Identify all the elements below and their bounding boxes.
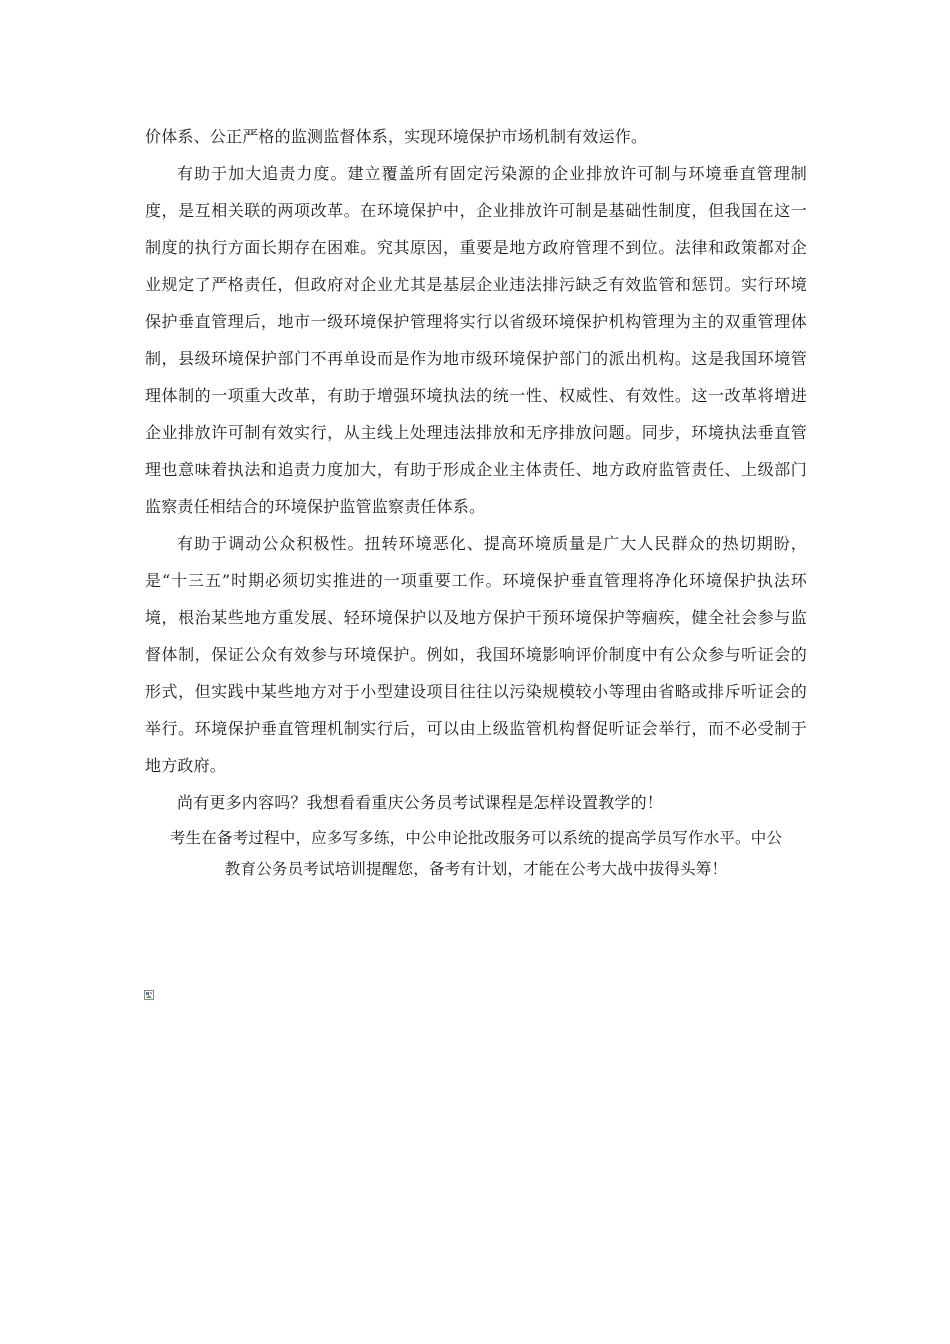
document-body (145, 118, 807, 883)
exam-tip-block (145, 825, 807, 883)
broken-image-icon (144, 990, 154, 1000)
paragraph-public-participation: 有助于调动公众积极性。扭转环境恶化、提高环境质量是广大人民群众的热切期盼，是“十三五”时期必须切实推进的一项重要工作。环境保护垂直管理将净化环境保护执法环境，根治某些地方重发展、轻环境保护以及地方保护干预环境保护等痼疾，健全社会参与监督体制，保证公众有效参与环境保护。例如，我国环境影响评价制度中有公众参与听证会的形式，但实践中某些地方对于小型建设项目往往以污染规模较小等理由省略或排斥听证会的举行。环境保护垂直管理机制实行后，可以由上级监管机构督促听证会举行，而不必受制于地方政府。 (145, 534, 807, 775)
paragraph-more-content-link[interactable]: 尚有更多内容吗？我想看看重庆公务员考试课程是怎样设置教学的！ (177, 793, 664, 812)
paragraph-continuation: 价体系、公正严格的监测监督体系，实现环境保护市场机制有效运作。 (145, 127, 648, 146)
paragraph-accountability: 有助于加大追责力度。建立覆盖所有固定污染源的企业排放许可制与环境垂直管理制度，是互相关联的两项改革。在环境保护中，企业排放许可制是基础性制度，但我国在这一制度的执行方面长期存在困难。究其原因，重要是地方政府管理不到位。法律和政策都对企业规定了严格责任，但政府对企业尤其是基层企业违法排污缺乏有效监管和惩罚。实行环境保护垂直管理后，地市一级环境保护管理将实行以省级环境保护机构管理为主的双重管理体制，县级环境保护部门不再单设而是作为地市级环境保护部门的派出机构。这是我国环境管理体制的一项重大改革，有助于增强环境执法的统一性、权威性、有效性。这一改革将增进企业排放许可制有效实行，从主线上处理违法排放和无序排放问题。同步，环境执法垂直管理也意味着执法和追责力度加大，有助于形成企业主体责任、地方政府监管责任、上级部门监察责任相结合的环境保护监管监察责任体系。 (145, 164, 807, 516)
exam-tip-line-2: 教育公务员考试培训提醒您，备考有计划，才能在公考大战中拔得头筹！ (224, 860, 728, 878)
exam-tip-line-1: 考生在备考过程中，应多写多练，中公申论批改服务可以系统的提高学员写作水平。中公 (169, 829, 783, 847)
